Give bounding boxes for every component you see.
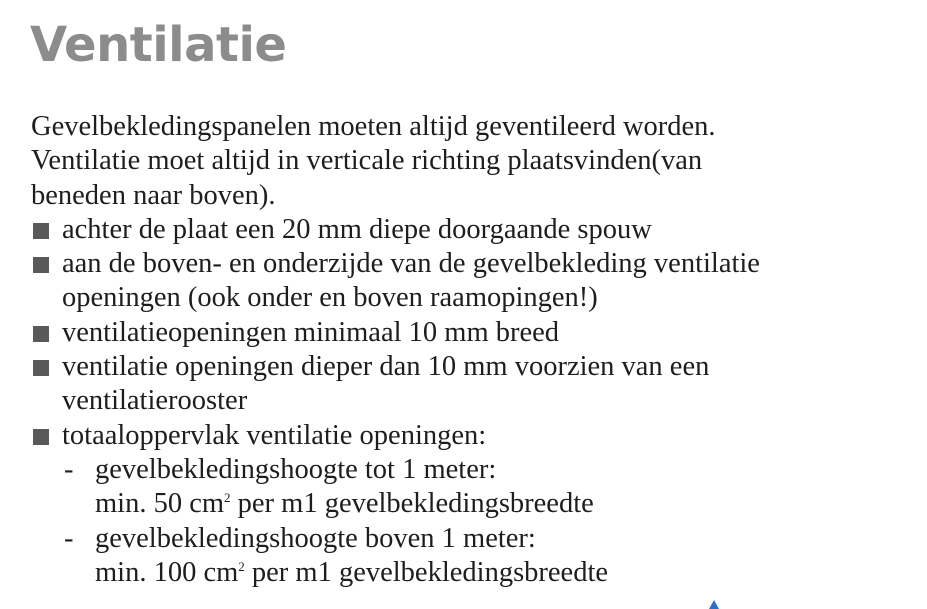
bullet-text: ventilatieopeningen minimaal 10 mm breed [62, 316, 560, 348]
bullet-item-width [31, 316, 911, 350]
bullet-text-continued: ventilatierooster [62, 385, 248, 417]
sub-item-requirement: min. 50 $cm^2$ per m1 gevelbekledingsbreedte [95, 488, 594, 520]
bullet-text: achter de plaat een 20 mm diepe doorgaande spouw [62, 213, 652, 245]
square-bullet-icon [33, 326, 49, 342]
sub-item-requirement: min. 100 $cm^2$ per m1 gevelbekledingsbreedte [95, 556, 609, 588]
sub-item-height-above-1m [62, 522, 911, 591]
bullet-text: totaaloppervlak ventilatie openingen: [62, 419, 487, 451]
sub-item-heading: gevelbekledingshoogte tot 1 meter: [95, 453, 497, 485]
square-bullet-icon [33, 223, 49, 239]
intro-paragraph [31, 110, 911, 213]
cursor-fragment-icon [709, 600, 719, 609]
bullet-item-openings [31, 247, 911, 316]
dash-marker: - [64, 522, 74, 554]
bullet-item-grille [31, 350, 911, 419]
bullet-item-cavity [31, 213, 911, 247]
square-bullet-icon [33, 429, 49, 445]
bullet-list [31, 213, 911, 590]
intro-line: Gevelbekledingspanelen moeten altijd geventileerd worden. [31, 111, 716, 142]
page-title: Ventilatie [30, 17, 287, 73]
sub-list [62, 453, 911, 590]
dash-marker: - [64, 453, 74, 485]
bullet-text: aan de boven- en onderzijde van de gevelbekleding ventilatie [62, 248, 760, 280]
intro-line: Ventilatie moet altijd in verticale richting plaatsvinden(van [31, 145, 703, 177]
body-text [31, 110, 911, 590]
bullet-text-continued: openingen (ook onder en boven raamopingen!) [62, 282, 598, 314]
sub-item-heading: gevelbekledingshoogte boven 1 meter: [95, 522, 536, 554]
sub-item-height-up-to-1m [62, 453, 911, 522]
intro-line: beneden naar boven). [31, 179, 276, 211]
square-bullet-icon [33, 360, 49, 376]
square-bullet-icon [33, 257, 49, 273]
bullet-item-total-area [31, 419, 911, 590]
bullet-text: ventilatie openingen dieper dan 10 mm voorzien van een [62, 351, 710, 383]
